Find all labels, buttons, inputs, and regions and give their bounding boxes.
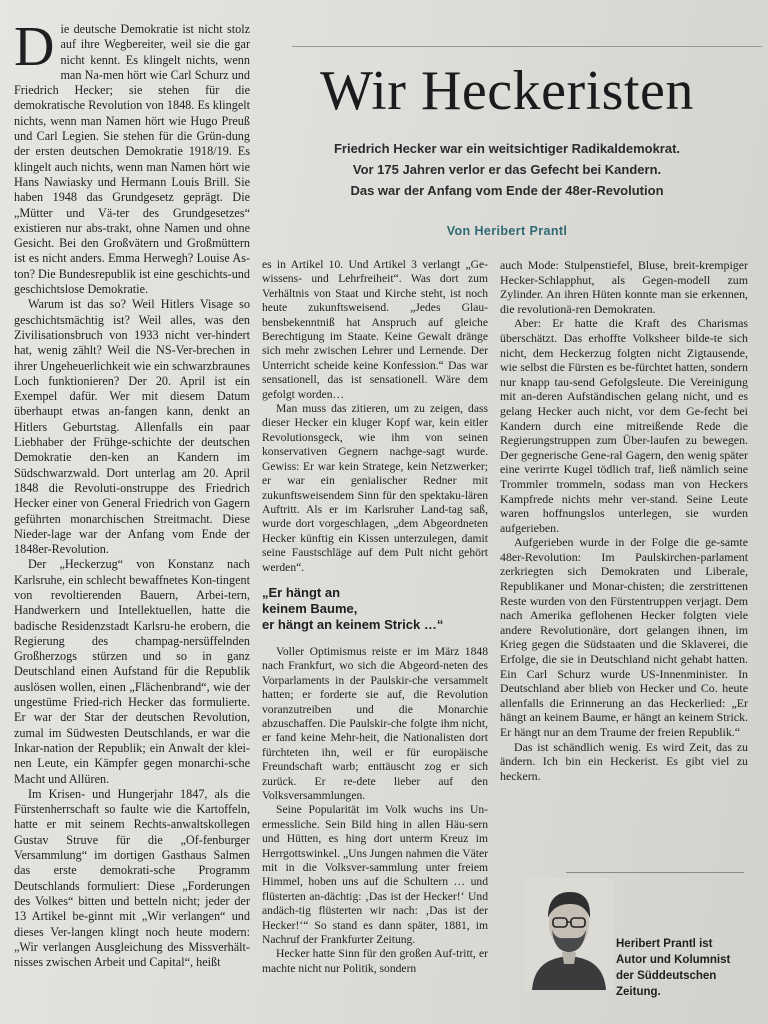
pull-quote <box>262 585 488 633</box>
deck-line: Friedrich Hecker war ein weitsichtiger Radikaldemokrat. <box>333 141 681 156</box>
article-column-right <box>500 258 748 838</box>
paragraph: Aufgerieben wurde in der Folge die ge-samte 48er-Revolution: Im Paulskirchen-parlament zerkriegten sich Demokraten und Liberale, Republikaner und Monar-chisten; die zerstrittenen Reste wurden von den Fürstentruppen verjagt. Dem nach Amerika geflohenen Hecker folgten viele andere Revolutionäre, dort gelangen ihnen, im Krieg gegen die Südstaaten und die Sklaverei, die Erfolge, die sie in Deutschland nicht gehabt hatten. Ein Carl Schurz wurde US-Innenminister. In Deutschland aber blieb von Hecker und Co. heute allenfalls die Erinnerung an das Heckerlied: „Er hängt an keinem Baume, er hängt an keinem Strick. Er hängt nur an dem Traume der freien Republik.“ <box>500 535 748 739</box>
deck-line: Das war der Anfang vom Ende der 48er-Revolution <box>350 183 664 198</box>
headline: Wir Heckeristen <box>320 60 694 122</box>
author-bio-line: Autor und Kolumnist <box>616 954 731 966</box>
paragraph: Der „Heckerzug“ von Konstanz nach Karlsruhe, ein schlecht bewaffnetes Kon-tingent von revoltierenden Bauern, Arbei-tern, Handwerkern und Intellektuellen, hatte die badische Residenzstadt Karlsru-he erobern, die Regierung des champag-nersüffelnden Großherzogs stürzen und so in ganz Deutschland einen Aufstand für die Republik auslösen wollen, einen „Flächenbrand“, wie der ungestüme Fried-rich Hecker das formulierte. Er war der Star der deutschen Revolution, zumal im Südwesten Deutschlands, er war die Inkar-nation der Republik; ein Anwalt der klei-nen Leute, ein Kämpfer gegen monarchi-sche Macht und Allüren. <box>14 557 250 786</box>
deck-line: Vor 175 Jahren verlor er das Gefecht bei Kandern. <box>352 162 662 177</box>
paragraph: Man muss das zitieren, um zu zeigen, dass dieser Hecker ein kluger Kopf war, kein eitler Revolutionsgeck, wie ihm von seinen konservativen Gegnern nachge-sagt wurde. Gewiss: Er war kein Stratege, kein Netzwerker; er war ein genialischer Redner mit zukunftsweisendem Sinn für den spektaku-lären Auftritt. Als er im Karlsruher Land-tag saß, wurde dort vorgeschlagen, „dem Abgeordneten Hecker künftig ein Kissen unterzulegen, damit seine Faustschläge auf dem Pult nicht gehört werden“. <box>262 402 488 574</box>
deck <box>282 138 732 201</box>
paragraph-text: ie deutsche Demokratie ist nicht stolz auf ihre Wegbereiter, weil sie die gar nicht kennt. Es klingelt nichts, wenn man Na-men hört wie Carl Schurz und Friedrich Hecker; sie stehen für die demokratische Revolution von 1848. Es klingelt nichts, wenn man Namen hört wie Hugo Preuß und Carl Legien. Sie stehen für die Grün-dung der ersten deutschen Demokratie 1918/19. Es klingelt auch nichts, wenn man Namen hört wie Hans Nawiasky und Hermann Louis Brill. Sie haben 1948 das Grundgesetz geprägt. Die „Mütter und Vä-ter des Grundgesetzes“ existieren nur abs-trakt, ohne Namen und ohne Gesicht. Bei den Großvätern und Großmüttern ist es nicht anders. Emma Herwegh? Louise As-ton? Die Bundesrepublik ist eine geschichts-und geschichtslose Demokratie. <box>14 22 250 297</box>
author-bio-line: Zeitung. <box>616 986 661 998</box>
byline: Von Heribert Prantl <box>446 224 568 238</box>
author-portrait <box>524 878 614 990</box>
paragraph <box>14 22 250 297</box>
paragraph: Im Krisen- und Hungerjahr 1847, als die Fürstenherrschaft so faulte wie die Kartoffeln, hatte er mit seinem Rechts-anwaltskollegen Gustav Struve für die „Of-fenburger Versammlung“ im dortigen Gasthaus Salmen das erste demokrati-sche Programm Deutschlands formuliert: Diese „Forderungen des Volkes“ bitten und betteln nicht; jeder der 13 Artikel be-ginnt mit „Wir verlangen“ und dieses Ver-langen klingt noch heute modern: „Wir verlangen Ausgleichung des Missverhält-nisses zwischen Arbeit und Capital“, heißt <box>14 786 250 970</box>
author-bio-line: Heribert Prantl ist <box>616 938 713 950</box>
paragraph: Warum ist das so? Weil Hitlers Visage so geschichtsmächtig ist? Weil alles, was den Zivilisationsbruch von 1933 nicht ver-hindert hat, wenig zählt? Weil die NS-Ver-brechen in ihrer Ungeheuerlichkeit wie ein schwarzbraunes Loch funktionieren? Der 20. April ist ein Exempel dafür. Wer mit diesem Datum überhaupt etwas an-fangen kann, denkt an Hitlers Geburtstag. Allenfalls ein paar Liebhaber der Frühge-schichte der deutschen Demokratie den-ken an Kandern im Südschwarzwald. Dort unterlag am 20. April 1848 die Revoluti-onstruppe des Friedrich Hecker einer von General Friedrich von Gagern geführten monarchischen Streitmacht. Diese Nieder-lage war der Anfang vom Ende der 1848er-Revolution. <box>14 297 250 557</box>
author-bio-line: der Süddeutschen <box>616 970 717 982</box>
paragraph: auch Mode: Stulpenstiefel, Bluse, breit-krempiger Hecker-Schlapphut, als Gegen-modell zum Zylinder. An ihren Hüten konnte man sie erkennen, die revolutionä-ren Demokraten. <box>500 258 748 316</box>
author-bio <box>616 936 756 1000</box>
article-column-middle <box>262 258 488 1018</box>
paragraph: Hecker hatte Sinn für den großen Auf-tritt, er machte nicht nur Politik, sondern <box>262 947 488 975</box>
drop-cap: D <box>14 22 55 78</box>
paragraph: es in Artikel 10. Und Artikel 3 verlangt „Ge-wissens- und Lehrfreiheit“. Was dort zum Verhältnis von Staat und Kirche steht, ist noch heute zukunftsweisend. „Jedes Glau-bensbekenntniß hat Anspruch auf gleiche Berechtigung im Staate. Keine Gewalt dränge sich mehr zwischen Lehrer und Lernende. Der Unterricht scheide keine Konfession.“ Das war sensationell, das ist sensationell. Wäre dem gefolgt worden… <box>262 258 488 401</box>
article-column-left <box>14 22 250 1018</box>
paragraph: Voller Optimismus reiste er im März 1848 nach Frankfurt, wo sich die Abgeord-neten des Vorparlaments in der Paulskir-che versammelt hatten; er forderte sie auf, die Revolution voranzutreiben und die Monarchie abzuschaffen. Die Paulskir-che folgte ihm nicht, er fand keine Mehr-heit, die Nationalisten dort fürchteten ihn, weil er für europäische Freundschaft warb; enttäuscht zog er sich zurück. Er re-dete lieber auf den Volksversammlungen. <box>262 644 488 802</box>
pull-quote-line: „Er hängt an <box>262 584 341 600</box>
pull-quote-line: er hängt an keinem Strick …“ <box>262 616 444 632</box>
paragraph: Aber: Er hatte die Kraft des Charismas überschätzt. Das erhoffte Volksheer bilde-te sich nicht, dem Heckerzug folgten nicht Zigtausende, wie selbst die Fürsten es be-fürchtet hatten, sondern nur knapp tau-send Gefolgsleute. Die Vereinigung mit an-deren Aufständischen gelang nicht, und es gelang Hecker auch nicht, vor dem Ge-fecht bei Kandern durch eine mitreißende Rede die Regierungstruppen zum Über-laufen zu bewegen. Der gegnerische Gene-ral Gagern, den wenig später eine verirrte Kugel tödlich traf, ließ nämlich seine Trommler trommeln, sodass man von Heckers Kampfrede nichts mehr ver-stand. Seine Leute waren hoffnungslos unterlegen, sie wurden aufgerieben. <box>500 316 748 535</box>
portrait-neck <box>562 952 576 964</box>
author-divider <box>566 872 744 873</box>
top-divider <box>292 46 762 47</box>
pull-quote-line: keinem Baume, <box>262 600 358 616</box>
paragraph: Das ist schändlich wenig. Es wird Zeit, das zu ändern. Ich bin ein Heckerist. Es gibt viel zu heckern. <box>500 739 748 783</box>
paragraph: Seine Popularität im Volk wuchs ins Un-ermessliche. Sein Bild hing in allen Häu-sern und Hütten, es hing dort unterm Kreuz im Herrgottswinkel. „Uns Jungen nahmen die Väter mit in die Volksver-sammlung unter freiem Himmel, hoben uns auf die Schultern … und flüsterten an-dächtig: ‚Das ist der Hecker!‘ Und andäch-tig flüsterten wir nach: ‚Das ist der Hecker!‘“ So stand es dann später, 1881, im Nachruf der Frankfurter Zeitung. <box>262 803 488 947</box>
